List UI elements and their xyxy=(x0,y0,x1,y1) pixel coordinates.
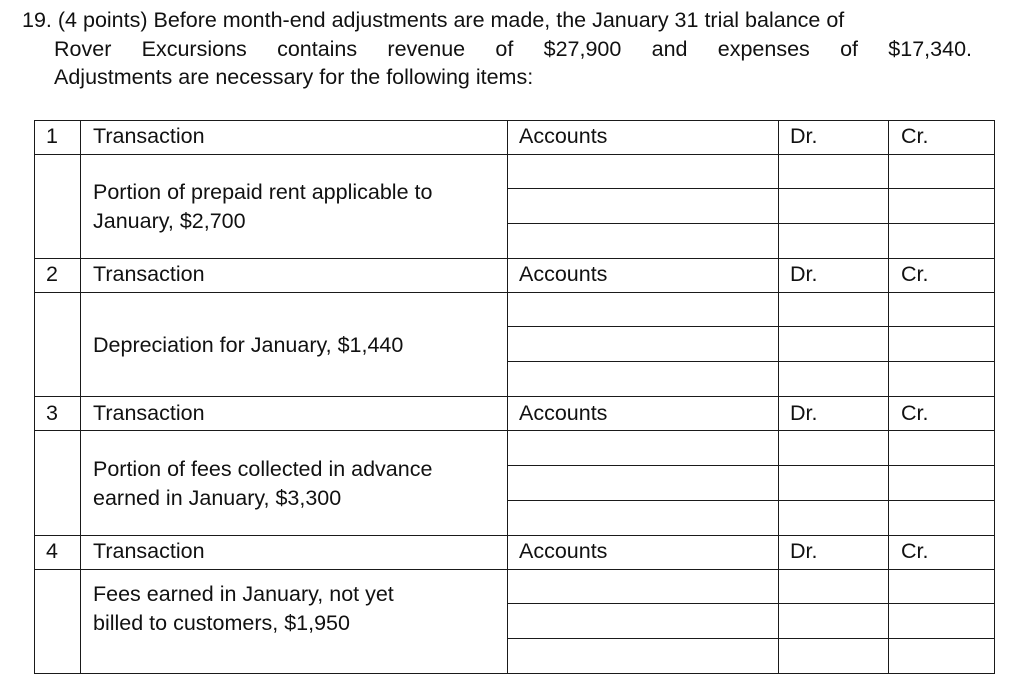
header-3-bottom xyxy=(34,430,995,431)
header-accounts-4: Accounts xyxy=(519,539,608,563)
entry-1-row-divider-a xyxy=(507,188,995,189)
header-dr-2: Dr. xyxy=(790,262,818,286)
header-accounts-1: Accounts xyxy=(519,124,608,148)
item-number-2: 2 xyxy=(46,262,58,286)
entry-4-row-divider-a xyxy=(507,603,995,604)
item-1-description xyxy=(93,178,432,236)
item-number-1: 1 xyxy=(46,124,58,148)
item-number-4: 4 xyxy=(46,539,58,563)
item-1-description-line-1: Portion of prepaid rent applicable to xyxy=(93,180,433,204)
item-2-description-line-1: Depreciation for January, $1,440 xyxy=(93,333,404,357)
header-dr-3: Dr. xyxy=(790,401,818,425)
header-transaction-1: Transaction xyxy=(93,124,205,148)
item-3-description xyxy=(93,455,432,513)
section-2-bottom xyxy=(34,396,995,397)
header-accounts-3: Accounts xyxy=(519,401,608,425)
entry-4-row-divider-b xyxy=(507,638,995,639)
item-1-description-line-2: January, $2,700 xyxy=(93,209,246,233)
section-3-bottom xyxy=(34,535,995,536)
table-border-top xyxy=(34,120,995,121)
header-dr-4: Dr. xyxy=(790,539,818,563)
header-dr-1: Dr. xyxy=(790,124,818,148)
item-4-description-line-1: Fees earned in January, not yet xyxy=(93,582,394,606)
item-3-description-line-1: Portion of fees collected in advance xyxy=(93,457,433,481)
item-3-description-line-2: earned in January, $3,300 xyxy=(93,486,342,510)
section-1-bottom xyxy=(34,258,995,259)
col-divider-dr xyxy=(778,120,779,674)
question-intro: (4 points) Before month-end adjustments are made, the January 31 trial balance of xyxy=(57,8,845,32)
item-4-description xyxy=(93,580,394,638)
entry-1-row-divider-b xyxy=(507,223,995,224)
question-line-2: Rover Excursions contains revenue of $27,900 and expenses of $17,340. xyxy=(54,36,972,61)
header-cr-1: Cr. xyxy=(901,124,929,148)
question-number: 19. xyxy=(22,8,52,32)
header-cr-3: Cr. xyxy=(901,401,929,425)
header-cr-2: Cr. xyxy=(901,262,929,286)
header-transaction-3: Transaction xyxy=(93,401,205,425)
table-border-bottom xyxy=(34,673,995,674)
question-line-3: Adjustments are necessary for the following items: xyxy=(54,65,534,89)
col-divider-accounts xyxy=(507,120,508,674)
entry-3-row-divider-b xyxy=(507,500,995,501)
entry-2-row-divider-b xyxy=(507,361,995,362)
entry-2-row-divider-a xyxy=(507,326,995,327)
header-4-bottom xyxy=(34,569,995,570)
item-2-description xyxy=(93,331,403,360)
col-divider-cr xyxy=(888,120,889,674)
header-1-bottom xyxy=(34,154,995,155)
header-cr-4: Cr. xyxy=(901,539,929,563)
entry-3-row-divider-a xyxy=(507,465,995,466)
item-number-3: 3 xyxy=(46,401,58,425)
header-accounts-2: Accounts xyxy=(519,262,608,286)
table-border-right xyxy=(994,120,995,674)
item-4-description-line-2: billed to customers, $1,950 xyxy=(93,611,350,635)
col-divider-number xyxy=(80,120,81,674)
table-border-left xyxy=(34,120,35,674)
header-transaction-2: Transaction xyxy=(93,262,205,286)
header-2-bottom xyxy=(34,292,995,293)
header-transaction-4: Transaction xyxy=(93,539,205,563)
